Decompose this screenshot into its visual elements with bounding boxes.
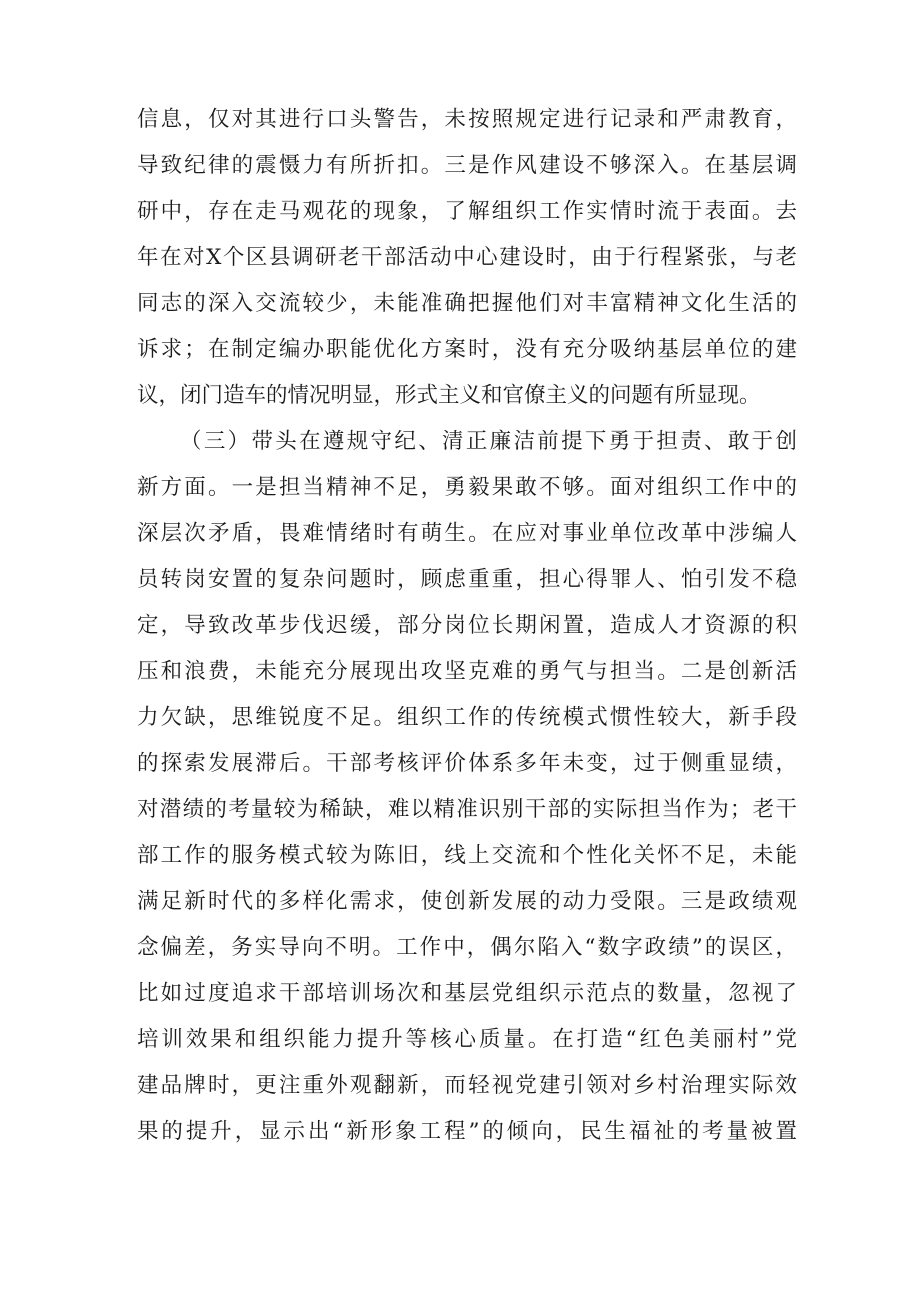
text-line: 对潜绩的考量较为稀缺，难以精准识别干部的实际担当作为；老干: [137, 797, 797, 822]
text-line: 培训效果和组织能力提升等核心质量。在打造“红色美丽村”党: [137, 1027, 797, 1052]
text-line: 新方面。一是担当精神不足，勇毅果敢不够。面对组织工作中的: [137, 475, 797, 500]
text-line: 议，闭门造车的情况明显，形式主义和官僚主义的问题有所显现。: [137, 383, 761, 408]
text-line: 同志的深入交流较少，未能准确把握他们对丰富精神文化生活的: [137, 291, 797, 316]
text-line: 满足新时代的多样化需求，使创新发展的动力受限。三是政绩观: [137, 889, 797, 914]
text-line: 定，导致改革步伐迟缓，部分岗位长期闲置，造成人才资源的积: [137, 613, 797, 638]
text-line: 果的提升，显示出“新形象工程”的倾向，民生福祉的考量被置: [137, 1119, 797, 1144]
text-line: 导致纪律的震慑力有所折扣。三是作风建设不够深入。在基层调: [137, 153, 797, 178]
text-line: 深层次矛盾，畏难情绪时有萌生。在应对事业单位改革中涉编人: [137, 521, 797, 546]
text-line: 比如过度追求干部培训场次和基层党组织示范点的数量，忽视了: [137, 981, 797, 1006]
text-line: 年在对X个区县调研老干部活动中心建设时，由于行程紧张，与老: [137, 245, 797, 270]
section-heading-line: （三）带头在遵规守纪、清正廉洁前提下勇于担责、敢于创: [180, 429, 797, 454]
text-line: 部工作的服务模式较为陈旧，线上交流和个性化关怀不足，未能: [137, 843, 797, 868]
text-line: 诉求；在制定编办职能优化方案时，没有充分吸纳基层单位的建: [137, 337, 797, 362]
text-line: 力欠缺，思维锐度不足。组织工作的传统模式惯性较大，新手段: [137, 705, 797, 730]
text-line: 建品牌时，更注重外观翻新，而轻视党建引领对乡村治理实际效: [137, 1073, 797, 1098]
text-line: 研中，存在走马观花的现象，了解组织工作实情时流于表面。去: [137, 199, 797, 224]
text-line: 员转岗安置的复杂问题时，顾虑重重，担心得罪人、怕引发不稳: [137, 567, 797, 592]
text-line: 念偏差，务实导向不明。工作中，偶尔陷入“数字政绩”的误区，: [137, 935, 797, 960]
text-line: 的探索发展滞后。干部考核评价体系多年未变，过于侧重显绩，: [137, 751, 797, 776]
text-line: 压和浪费，未能充分展现出攻坚克难的勇气与担当。二是创新活: [137, 659, 797, 684]
document-body: [137, 97, 797, 1155]
text-line: 信息，仅对其进行口头警告，未按照规定进行记录和严肃教育，: [137, 107, 797, 132]
